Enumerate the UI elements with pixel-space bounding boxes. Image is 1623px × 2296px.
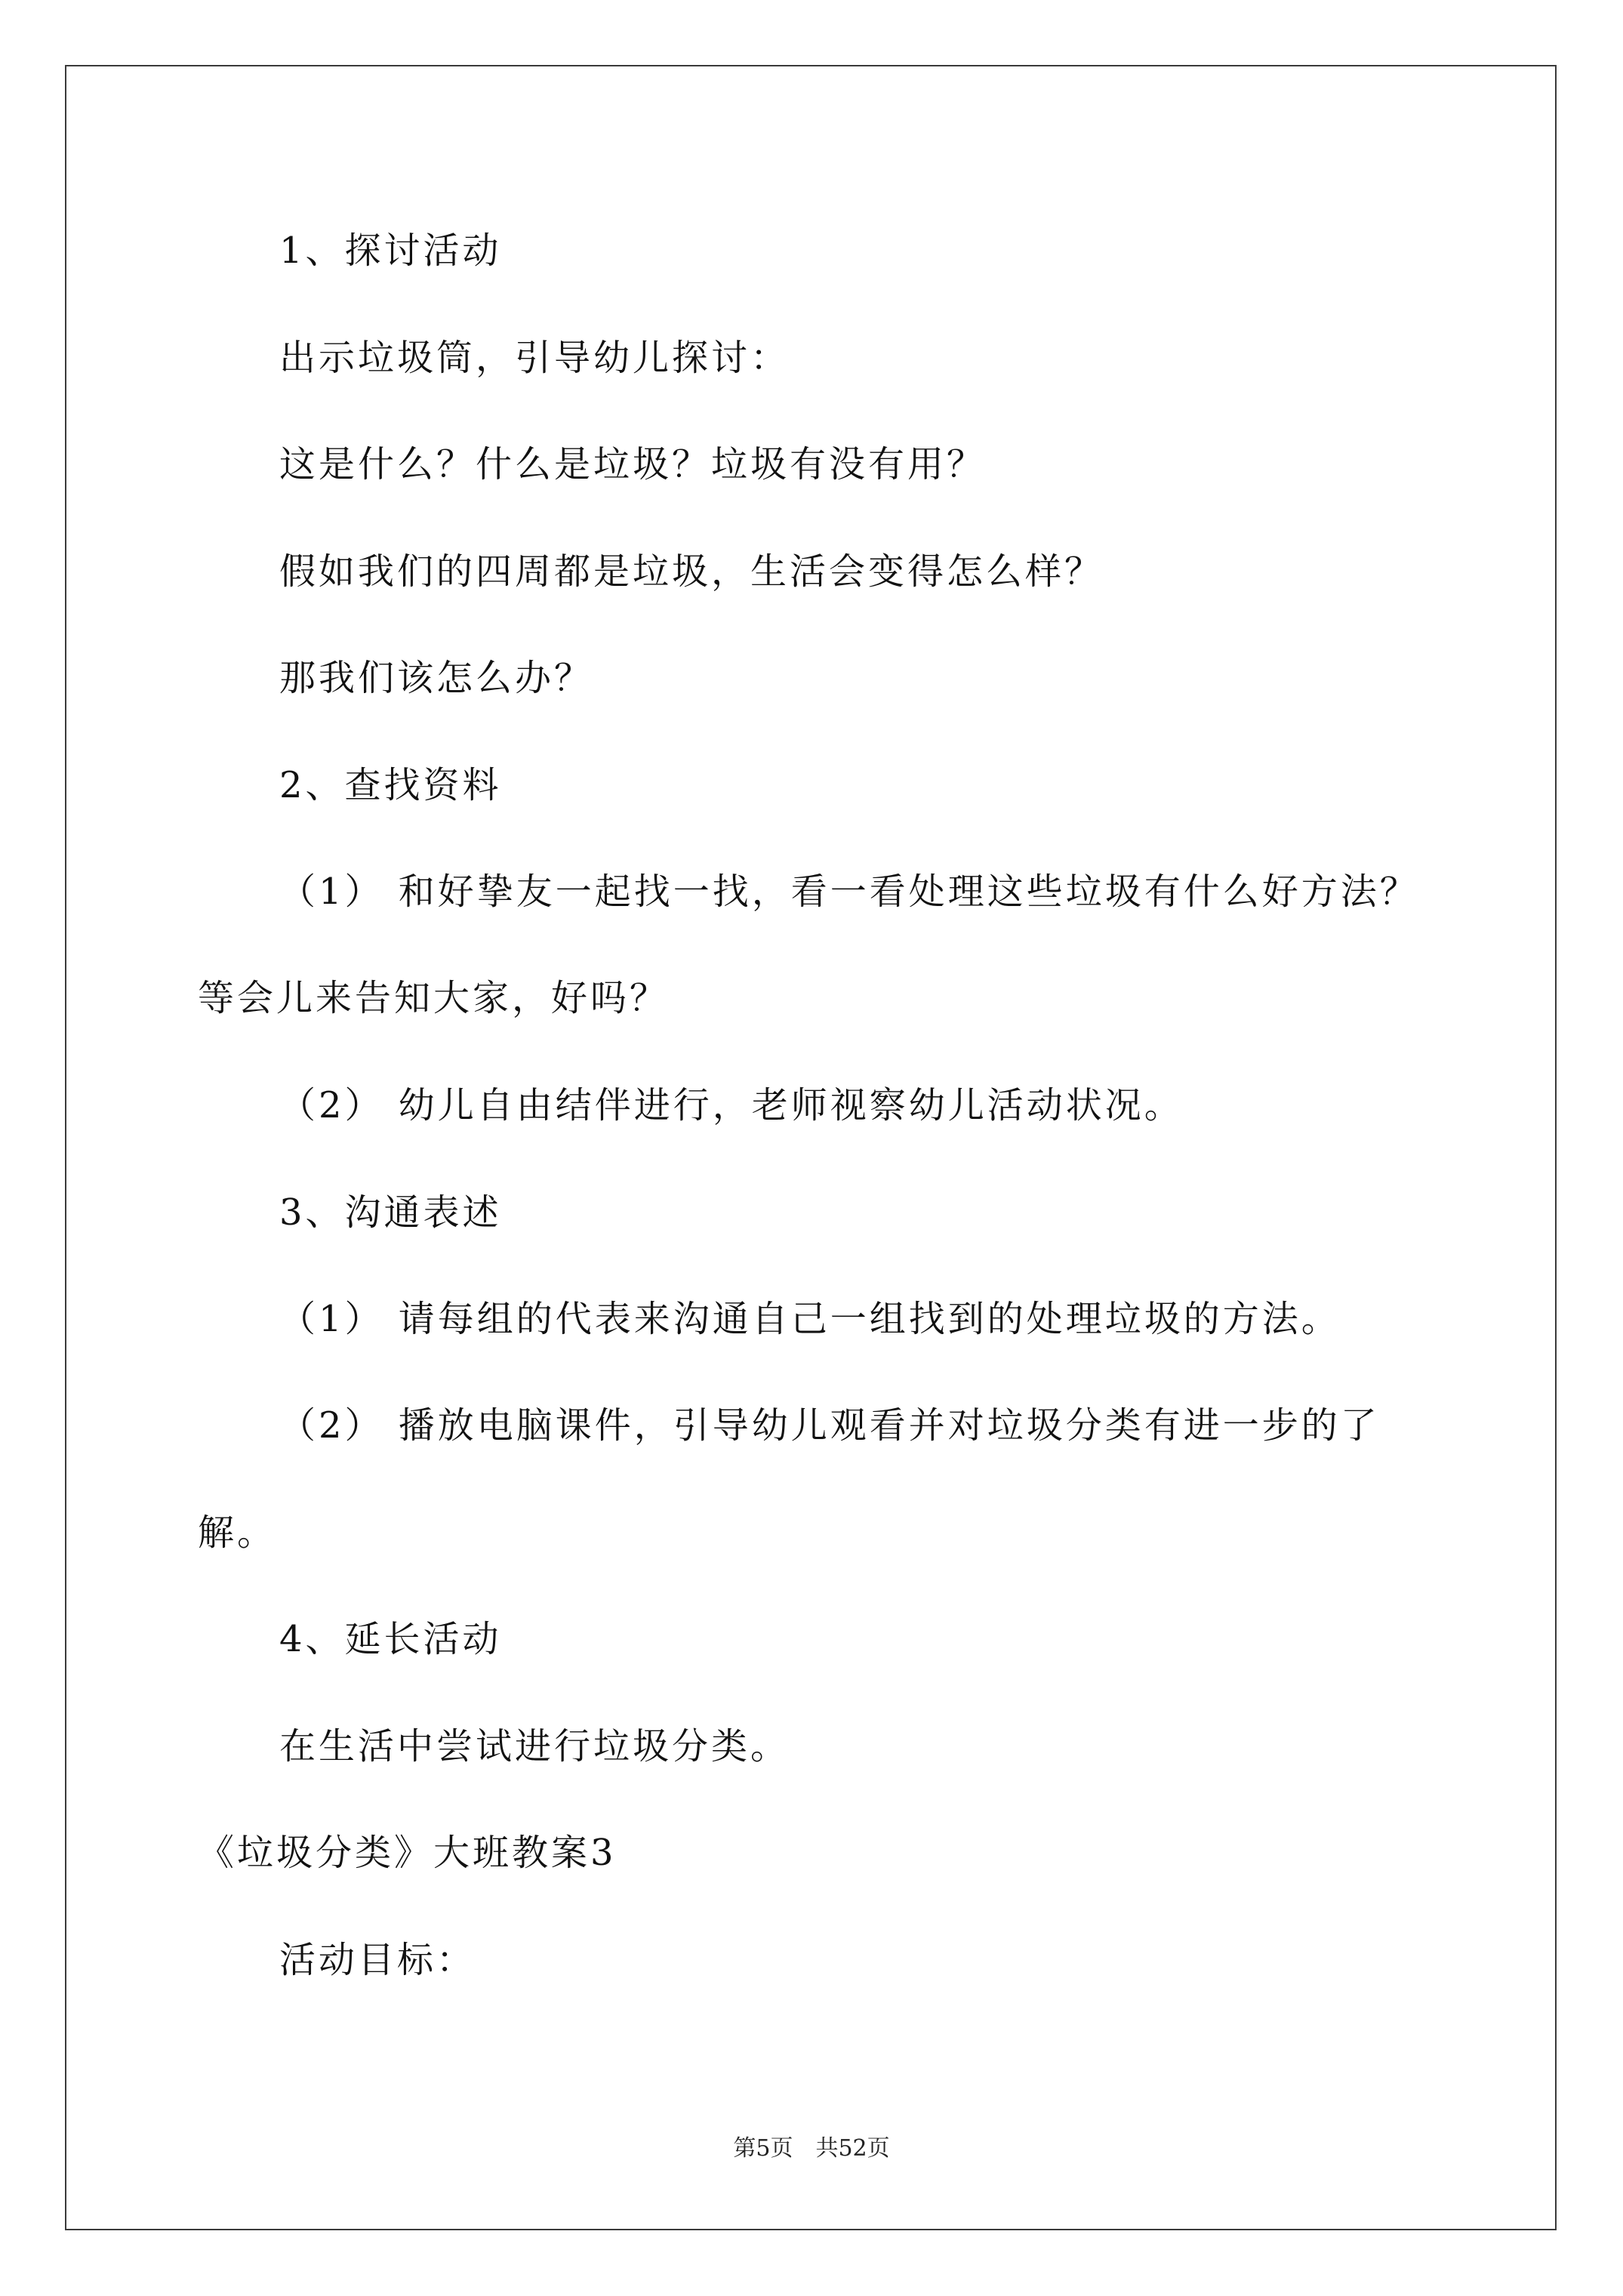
page-total: 共52页 bbox=[815, 2135, 890, 2162]
document-title: 《垃圾分类》大班教案3 bbox=[198, 1832, 617, 1874]
section-heading-3: 3、沟通表述 bbox=[279, 1191, 502, 1234]
paragraph-line: （2） 播放电脑课件，引导幼儿观看并对垃圾分类有进一步的了 bbox=[279, 1404, 1380, 1447]
paragraph-line: （1） 和好挚友一起找一找，看一看处理这些垃圾有什么好方法？ bbox=[279, 871, 1419, 913]
page-number: 第5页 bbox=[733, 2135, 793, 2162]
page-footer bbox=[0, 2134, 1623, 2164]
section-heading-1: 1、探讨活动 bbox=[279, 230, 502, 272]
paragraph-line: 假如我们的四周都是垃圾，生活会变得怎么样？ bbox=[279, 550, 1104, 593]
section-heading-4: 4、延长活动 bbox=[279, 1618, 502, 1660]
paragraph-line: （2） 幼儿自由结伴进行，老师视察幼儿活动状况。 bbox=[279, 1084, 1184, 1126]
paragraph-line: 在生活中尝试进行垃圾分类。 bbox=[279, 1725, 790, 1767]
paragraph-line: 这是什么？什么是垃圾？垃圾有没有用？ bbox=[279, 443, 987, 485]
paragraph-line-continuation: 等会儿来告知大家，好吗？ bbox=[198, 977, 670, 1019]
paragraph-line: （1） 请每组的代表来沟通自己一组找到的处理垃圾的方法。 bbox=[279, 1298, 1341, 1340]
paragraph-line: 那我们该怎么办？ bbox=[279, 657, 594, 699]
section-heading-2: 2、查找资料 bbox=[279, 764, 502, 806]
paragraph-line: 活动目标： bbox=[279, 1939, 476, 1981]
paragraph-line-continuation: 解。 bbox=[198, 1512, 277, 1554]
page-border bbox=[65, 65, 1557, 2230]
paragraph-line: 出示垃圾筒，引导幼儿探讨： bbox=[279, 337, 790, 379]
